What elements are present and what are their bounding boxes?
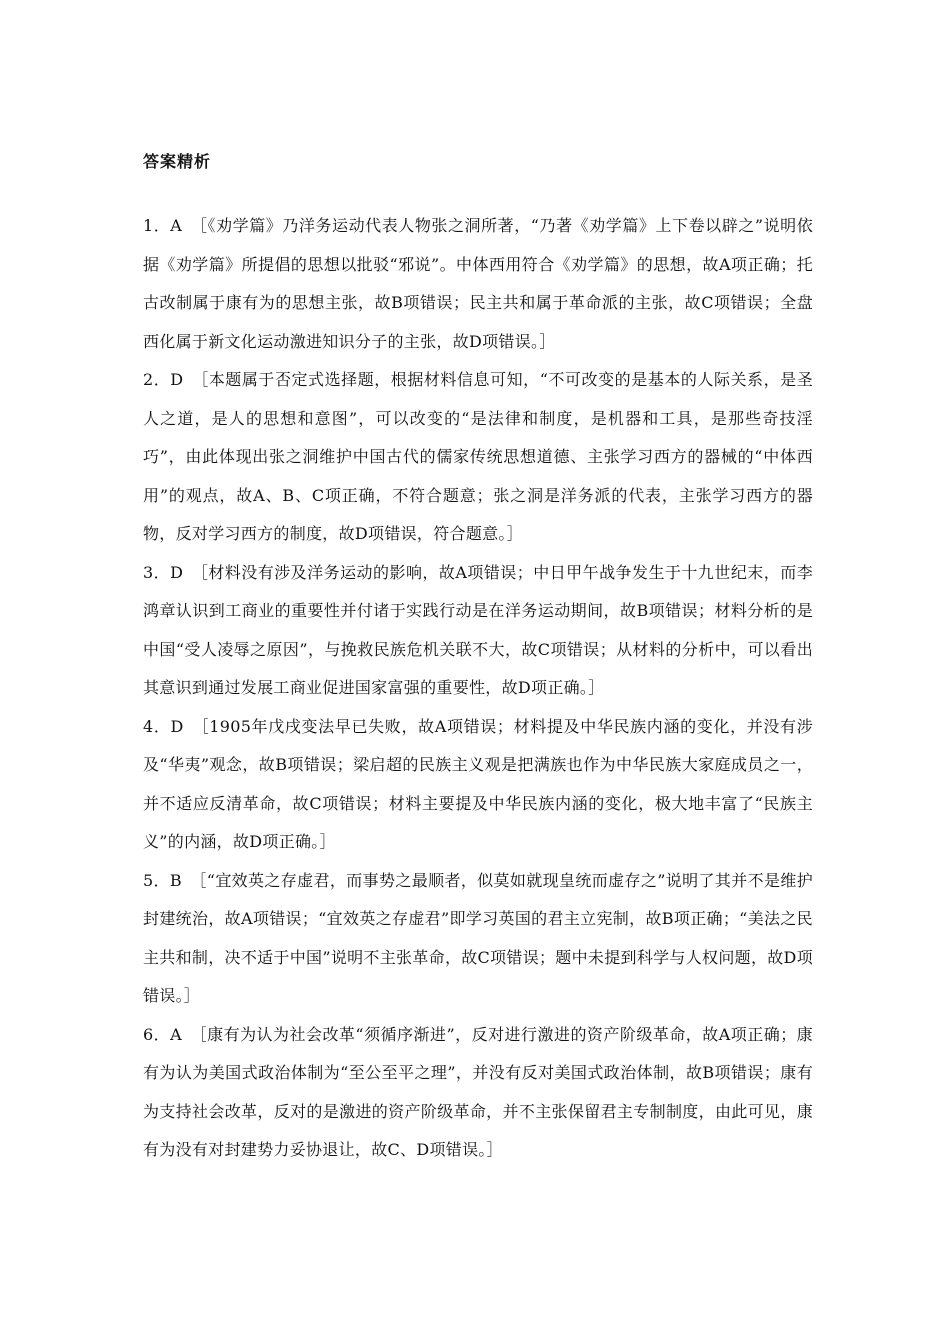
answer-item-4: 4．D ［1905年戊戌变法早已失败，故A项错误；材料提及中华民族内涵的变化，并没有涉及“华夷”观念，故B项错误；梁启超的民族主义观是把满族也作为中华民族大家庭成员之一，并不适应反清革命，故C项错误；材料主要提及中华民族内涵的变化，极大地丰富了“民族主义”的内涵，故D项正确。］ [143, 716, 813, 851]
section-heading: 答案精析 [143, 152, 212, 171]
answer-item-2: 2．D ［本题属于否定式选择题，根据材料信息可知，“不可改变的是基本的人际关系，是圣人之道，是人的思想和意图”，可以改变的“是法律和制度，是机器和工具，是那些奇技淫巧”，由此体现出张之洞维护中国古代的儒家传统思想道德、主张学习西方的器械的“中体西用”的观点，故A、B、C项正确，不符合题意；张之洞是洋务派的代表，主张学习西方的器物，反对学习西方的制度，故D项错误，符合题意。］ [143, 370, 813, 543]
answer-item-5: 5．B ［“宜效英之存虚君，而事势之最顺者，似莫如就现皇统而虚存之”说明了其并不是维护封建统治，故A项错误；“宜效英之存虚君”即学习英国的君主立宪制，故B项正确；“美法之民主共和制，决不适于中国”说明不主张革命，故C项错误；题中未提到科学与人权问题，故D项错误。］ [143, 870, 813, 1005]
answer-item-3: 3．D ［材料没有涉及洋务运动的影响，故A项错误；中日甲午战争发生于十九世纪末，而李鸿章认识到工商业的重要性并付诸于实践行动是在洋务运动期间，故B项错误；材料分析的是中国“受人凌辱之原因”，与挽救民族危机关联不大，故C项错误；从材料的分析中，可以看出其意识到通过发展工商业促进国家富强的重要性，故D项正确。］ [143, 562, 813, 697]
answer-list [143, 207, 813, 1170]
answer-item-6: 6．A ［康有为认为社会改革“须循序渐进”，反对进行激进的资产阶级革命，故A项正确；康有为认为美国式政治体制为“至公至平之理”，并没有反对美国式政治体制，故B项错误；康有为支持社会改革，反对的是激进的资产阶级革命，并不主张保留君主专制制度，由此可见，康有为没有对封建势力妥协退让，故C、D项错误。］ [143, 1024, 813, 1159]
answer-item-1: 1．A ［《劝学篇》乃洋务运动代表人物张之洞所著，“乃著《劝学篇》上下卷以辟之”说明依据《劝学篇》所提倡的思想以批驳“邪说”。中体西用符合《劝学篇》的思想，故A项正确；托古改制属于康有为的思想主张，故B项错误；民主共和属于革命派的主张，故C项错误；全盘西化属于新文化运动激进知识分子的主张，故D项错误。］ [143, 216, 813, 351]
